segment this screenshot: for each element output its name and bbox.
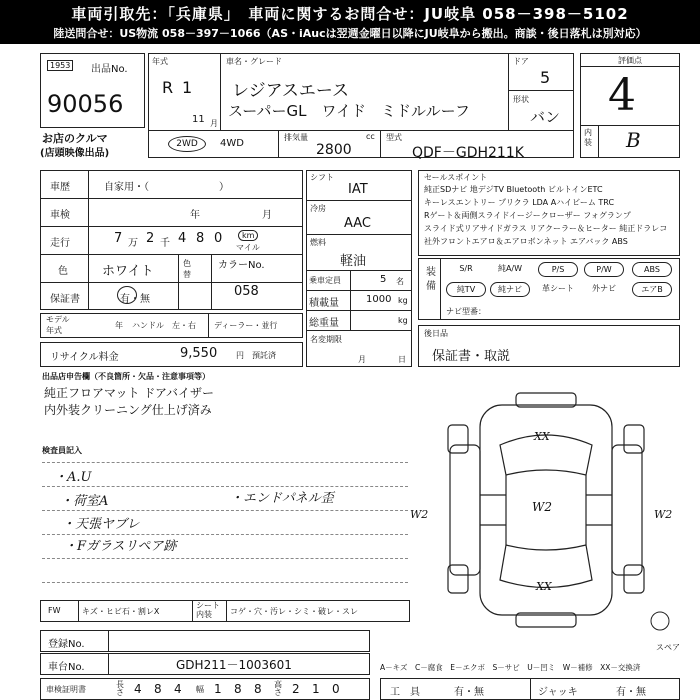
- diagram-rear: XX: [536, 580, 552, 593]
- jack-value: 有・無: [616, 687, 646, 698]
- name-change-label: 名変期限: [310, 335, 342, 344]
- sales-line-1: 純正SDナビ 地デジTV Bluetooth ビルトインETC: [424, 185, 603, 194]
- equip-pw: P/W: [584, 262, 624, 277]
- lot-label: 出品No.: [91, 64, 128, 75]
- equip-navi: 純ナビ: [490, 282, 530, 297]
- equip-tv: 純TV: [446, 282, 486, 297]
- inspection-year: 年: [190, 210, 200, 221]
- announce-line2: 内外装クリーニング仕上げ済み: [44, 403, 212, 417]
- load-value: 1000: [366, 294, 392, 305]
- inspector-right-note: ・エンドパネル歪: [230, 491, 334, 506]
- color-no-value: 058: [234, 284, 259, 299]
- color-value: ホワイト: [102, 264, 154, 279]
- header-banner: [0, 0, 700, 44]
- year-value: 1: [182, 78, 193, 97]
- cert-length-1: 4: [134, 682, 142, 696]
- recycle-value: 9,550: [180, 346, 218, 361]
- registration-row: [40, 630, 370, 652]
- mileage-man-unit: 万: [128, 238, 138, 249]
- cert-height-3: 0: [332, 682, 340, 696]
- lot-number: 90056: [47, 90, 124, 118]
- inspector-line-1: ・A.U: [54, 470, 92, 485]
- inspector-line-3: ・天張ヤブレ: [62, 517, 140, 532]
- mileage-d3: 4: [178, 231, 187, 246]
- mileage-label: 走行: [50, 238, 70, 249]
- model-dealer: ディーラー・並行: [214, 321, 278, 330]
- equip-ext-navi: 外ナビ: [592, 284, 616, 293]
- docs-value: 保証書・取説: [432, 349, 511, 364]
- displacement-unit: cc: [366, 132, 375, 141]
- sales-line-5: 社外フロントエアロ＆エアロボンネット エアバック ABS: [424, 237, 628, 246]
- seat-label: シート内装: [196, 601, 220, 619]
- grade-label: 評価点: [618, 56, 642, 65]
- fuel-label: 燃料: [310, 238, 326, 247]
- mileage-d4: 8: [196, 231, 205, 246]
- header-line1: 車両引取先：「兵庫県」 車両に関するお問合せ：JU岐阜 058－398－5102: [71, 5, 629, 23]
- cert-length-2: 8: [154, 682, 162, 696]
- lot-tag: 1953: [47, 60, 73, 71]
- mileage-d5: 0: [214, 231, 223, 246]
- cert-length-3: 4: [174, 682, 182, 696]
- color-no-label: カラーNo.: [218, 260, 265, 271]
- chassis-label: 車台No.: [48, 662, 85, 673]
- doors-label: ドア: [513, 57, 529, 66]
- doors-value: 5: [540, 68, 551, 87]
- recycle-label: リサイクル料金: [50, 352, 119, 363]
- gross-unit: kg: [398, 316, 408, 325]
- spare-tire-icon: [651, 612, 669, 630]
- warranty-label: 保証書: [50, 294, 80, 305]
- diagram-right: W2: [654, 508, 673, 521]
- sales-line-2: キーレスエントリー プリクラ LDA Aハイビーム TRC: [424, 198, 615, 207]
- mileage-unit2: マイル: [236, 243, 260, 252]
- equipment-label: 装備: [426, 267, 436, 292]
- capacity-value: 5: [380, 274, 387, 285]
- displacement-label: 排気量: [284, 133, 308, 142]
- chassis-value: GDH211－1003601: [176, 658, 292, 672]
- interior-label: 内装: [584, 128, 592, 147]
- body-type-value: バン: [530, 108, 561, 126]
- color-change-label: 色替: [183, 259, 191, 279]
- equip-abs: ABS: [632, 262, 672, 277]
- header-line2: 陸送問合せ：US物流 058－397－1066（AS・iAucは翌週金曜日以降にJU岐阜から搬出。商談・後日落札は別対応）: [53, 27, 647, 40]
- cert-width-2: 8: [234, 682, 242, 696]
- sales-line-4: スライド式リアサイドガラス リアクーラー＆ヒーター 純正ドラレコ: [424, 224, 668, 233]
- diagram-spare: スペア: [656, 643, 680, 652]
- cert-row: [40, 678, 370, 700]
- shift-label: シフト: [310, 173, 334, 182]
- car-grade: スーパーGL ワイド ミドルルーフ: [228, 102, 470, 120]
- jack-label: ジャッキ: [538, 687, 578, 698]
- year-era: R: [162, 78, 174, 97]
- tools-label: 工 具: [390, 687, 420, 698]
- inspector-line-4: ・Fガラスリペア跡: [64, 539, 177, 554]
- gross-label: 総重量: [309, 318, 339, 329]
- drive-2wd: 2WD: [168, 136, 206, 152]
- shift-value: IAT: [348, 182, 368, 197]
- warranty-circle: [117, 286, 137, 304]
- cert-height-1: 2: [292, 682, 300, 696]
- ac-value: AAC: [344, 216, 371, 231]
- fw-value: キズ・ヒビ石・割レX: [82, 607, 160, 616]
- displacement-value: 2800: [316, 142, 352, 158]
- model-code-value: QDF－GDH211K: [412, 145, 524, 161]
- diagram-left: W2: [410, 508, 429, 521]
- lot-box: [40, 53, 145, 128]
- recycle-unit: 円 預託済: [236, 351, 276, 360]
- load-label: 積載量: [309, 298, 339, 309]
- model-label2: 年式: [46, 326, 62, 335]
- ac-label: 冷房: [310, 204, 326, 213]
- cert-height-label: 高さ: [274, 680, 282, 697]
- interior-value: B: [626, 128, 641, 152]
- registration-label: 登録No.: [48, 639, 85, 650]
- cert-height-2: 1: [312, 682, 320, 696]
- name-change-month: 月: [358, 355, 366, 364]
- equip-airbag: エアB: [632, 282, 672, 297]
- equip-ps: P/S: [538, 262, 578, 277]
- model-label1: モデル: [46, 315, 70, 324]
- damage-legend: A－キズ C－腐食 E－エクボ S－サビ U－凹ミ W－補修 XX－交換済: [380, 663, 641, 672]
- inspection-month: 月: [262, 210, 272, 221]
- car-label: 車名・グレード: [226, 57, 282, 66]
- car-name: レジアスエース: [232, 81, 350, 101]
- model-handle: ハンドル 左・右: [132, 321, 196, 330]
- equip-sr: S/R: [459, 264, 473, 273]
- year-label: 年式: [152, 57, 168, 66]
- equip-leather: 革シート: [542, 284, 574, 293]
- announce-label: 出品店申告欄（不良箇所・欠品・注意事項等）: [42, 372, 210, 381]
- sales-label: セールスポイント: [424, 173, 488, 182]
- mileage-man: 7: [114, 231, 123, 246]
- model-code-label: 型式: [386, 133, 402, 142]
- diagram-center: W2: [532, 500, 552, 514]
- sales-line-3: Rゲート＆両側スライドイージークローザー フォグランプ: [424, 211, 631, 220]
- fuel-value: 軽油: [340, 254, 367, 269]
- history-value: 自家用・（ ）: [104, 182, 229, 193]
- name-change-day: 日: [398, 355, 406, 364]
- equip-aw: 純A/W: [497, 264, 523, 273]
- shop-note-sub: (店頭映像出品): [40, 148, 110, 159]
- cert-width-1: 1: [214, 682, 222, 696]
- fw-label: FW: [48, 606, 61, 615]
- cert-width-3: 8: [254, 682, 262, 696]
- mileage-d1: 2: [146, 231, 155, 246]
- cert-label: 車検証明書: [46, 685, 86, 694]
- shop-note: お店のクルマ: [42, 132, 108, 145]
- body-type-label: 形状: [513, 95, 529, 104]
- announce-line1: 純正フロアマット ドアバイザー: [44, 386, 215, 400]
- model-year-unit: 年: [115, 321, 123, 330]
- cert-width-label: 幅: [196, 685, 204, 694]
- inspector-line-2: ・荷室A: [60, 494, 109, 509]
- mileage-unit: km: [238, 230, 258, 241]
- capacity-unit: 名: [396, 277, 404, 286]
- inspector-label: 検査員記入: [42, 446, 82, 455]
- docs-label: 後日品: [424, 329, 448, 338]
- year-month: 11: [192, 114, 205, 125]
- drive-4wd: 4WD: [220, 138, 244, 149]
- cert-length-label: 長さ: [116, 680, 124, 697]
- mileage-d2: 千: [160, 238, 170, 249]
- load-unit: kg: [398, 296, 408, 305]
- year-month-unit: 月: [210, 119, 218, 128]
- seat-value: コゲ・穴・汚レ・シミ・破レ・スレ: [230, 607, 358, 616]
- capacity-label: 乗車定員: [309, 276, 341, 285]
- grade-value: 4: [608, 70, 636, 121]
- color-label: 色: [58, 266, 68, 277]
- warranty-value: 有・無: [120, 294, 150, 305]
- navi-label: ナビ型番：: [446, 307, 486, 316]
- diagram-front-mark: XX: [534, 430, 550, 443]
- inspection-label: 車検: [50, 210, 70, 221]
- history-label: 車歴: [50, 182, 70, 193]
- tools-value: 有・無: [454, 687, 484, 698]
